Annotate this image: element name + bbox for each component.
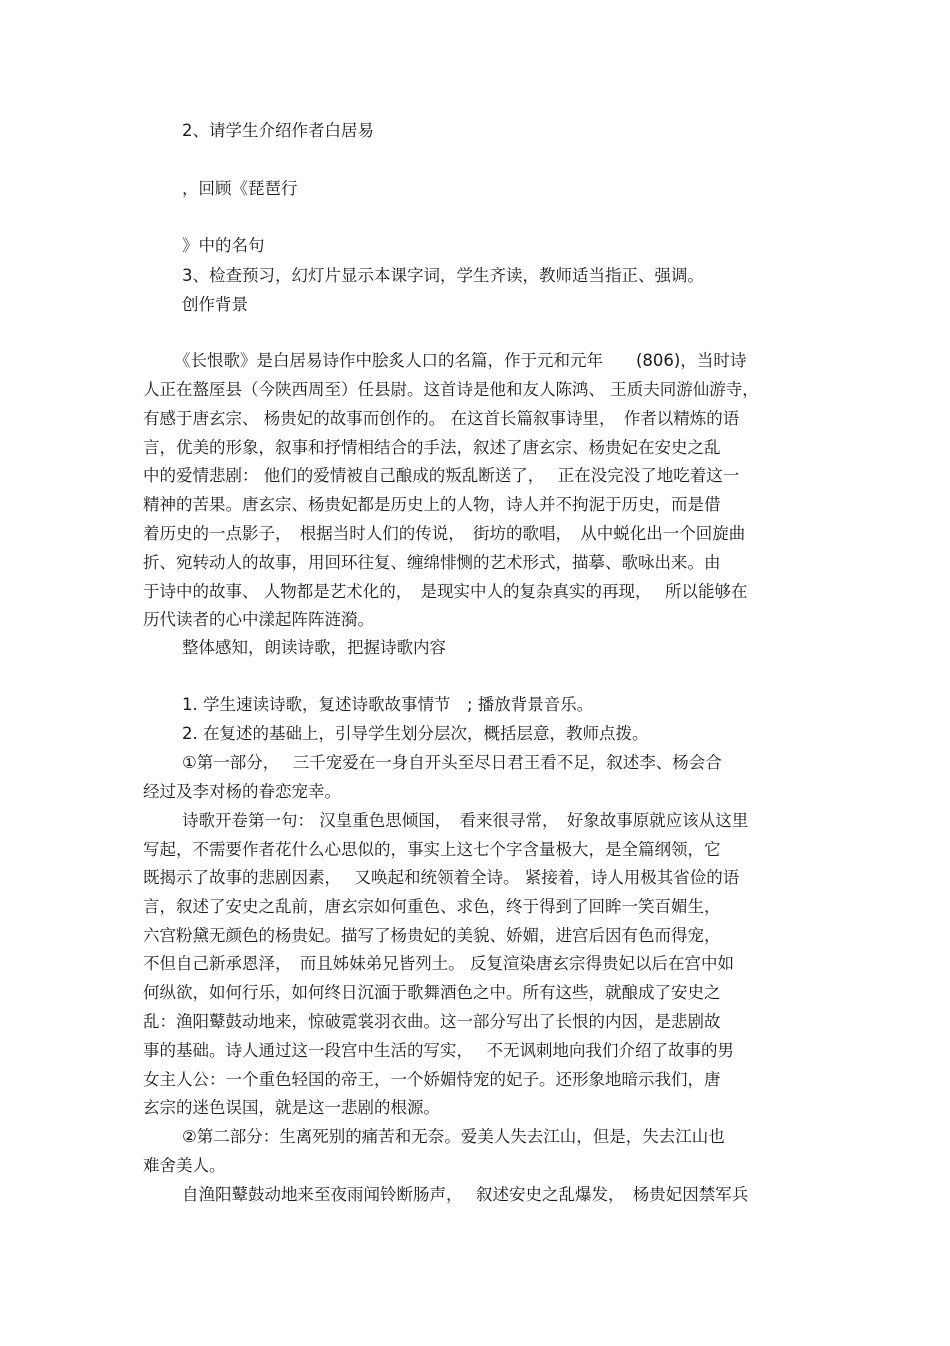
text-line: 难舍美人。: [143, 1156, 226, 1175]
text-line: 自渔阳鼙鼓动地来至夜雨闻铃断肠声， 叙述安史之乱爆发， 杨贵妃因禁军兵: [182, 1185, 749, 1204]
text-line: 历代读者的心中漾起阵阵涟漪。: [143, 610, 374, 629]
text-line: 何纵欲，如何行乐，如何终日沉湎于歌舞酒色之中。所有这些，就酿成了安史之: [143, 983, 721, 1002]
text-line: 》中的名句: [182, 236, 265, 255]
text-line: ，回顾《琵琶行: [182, 179, 298, 198]
text-line: 不但自己新承恩泽， 而且姊妹弟兄皆列土。 反复渲染唐玄宗得贵妃以后在宫中如: [143, 954, 734, 973]
text-line: 3、检查预习，幻灯片显示本课字词，学生齐读，教师适当指正、强调。: [182, 266, 704, 285]
text-line: 乱：渔阳鼙鼓动地来，惊破霓裳羽衣曲。这一部分写出了长恨的内因，是悲剧故: [143, 1012, 721, 1031]
text-line: 经过及李对杨的眷恋宠幸。: [143, 782, 341, 801]
list-item: 2. 在复述的基础上，引导学生划分层次，概括层意，教师点拨。: [182, 724, 649, 743]
text-line: 言，优美的形象，叙事和抒情相结合的手法，叙述了唐玄宗、杨贵妃在安史之乱: [143, 438, 721, 457]
text-line: 女主人公：一个重色轻国的帝王，一个娇媚恃宠的妃子。还形象地暗示我们，唐: [143, 1070, 721, 1089]
text-line: 折、宛转动人的故事，用回环往复、缠绵悱恻的艺术形式，描摹、歌咏出来。由: [143, 553, 721, 572]
text-line: 言，叙述了安史之乱前，唐玄宗如何重色、求色，终于得到了回眸一笑百媚生，: [143, 897, 721, 916]
text-line: ②第二部分：生离死别的痛苦和无奈。爱美人失去江山，但是，失去江山也: [182, 1127, 725, 1146]
text-line: 六宫粉黛无颜色的杨贵妃。描写了杨贵妃的美貌、娇媚，进宫后因有色而得宠，: [143, 926, 721, 945]
text-line: 人正在盩厔县（今陕西周至）任县尉。这首诗是他和友人陈鸿、 王质夫同游仙游寺，: [143, 380, 759, 399]
section-heading: 整体感知，朗读诗歌，把握诗歌内容: [182, 638, 446, 657]
text-line: 玄宗的迷色误国，就是这一悲剧的根源。: [143, 1098, 440, 1117]
text-line: 事的基础。诗人通过这一段宫中生活的写实， 不无讽刺地向我们介绍了故事的男: [143, 1041, 734, 1060]
text-line: 写起，不需要作者花什么心思似的，事实上这七个字含量极大，是全篇纲领，它: [143, 840, 721, 859]
text-line: 着历史的一点影子， 根据当时人们的传说， 街坊的歌唱， 从中蜕化出一个回旋曲: [143, 524, 746, 543]
list-item: 1. 学生速读诗歌，复述诗歌故事情节 ; 播放背景音乐。: [182, 695, 594, 714]
text-line: 精神的苦果。唐玄宗、杨贵妃都是历史上的人物，诗人并不拘泥于历史，而是借: [143, 495, 721, 514]
section-heading: 创作背景: [182, 295, 248, 314]
text-line: 诗歌开卷第一句： 汉皇重色思倾国， 看来很寻常， 好象故事原就应该从这里: [182, 811, 749, 830]
text-line: 2、请学生介绍作者白居易: [182, 121, 374, 140]
text-line: ①第一部分， 三千宠爱在一身自开头至尽日君王看不足，叙述李、杨会合: [182, 753, 722, 772]
text-line: 《长恨歌》是白居易诗作中脍炙人口的名篇，作于元和元年 (806)，当时诗: [174, 351, 747, 370]
text-line: 于诗中的故事、 人物都是艺术化的， 是现实中人的复杂真实的再现， 所以能够在: [143, 582, 748, 601]
text-line: 中的爱情悲剧： 他们的爱情被自己酿成的叛乱断送了， 正在没完没了地吃着这一: [143, 466, 740, 485]
text-line: 既揭示了故事的悲剧因素， 又唤起和统领着全诗。 紧接着，诗人用极其省俭的语: [143, 868, 740, 887]
text-line: 有感于唐玄宗、 杨贵妃的故事而创作的。 在这首长篇叙事诗里， 作者以精炼的语: [143, 409, 740, 428]
